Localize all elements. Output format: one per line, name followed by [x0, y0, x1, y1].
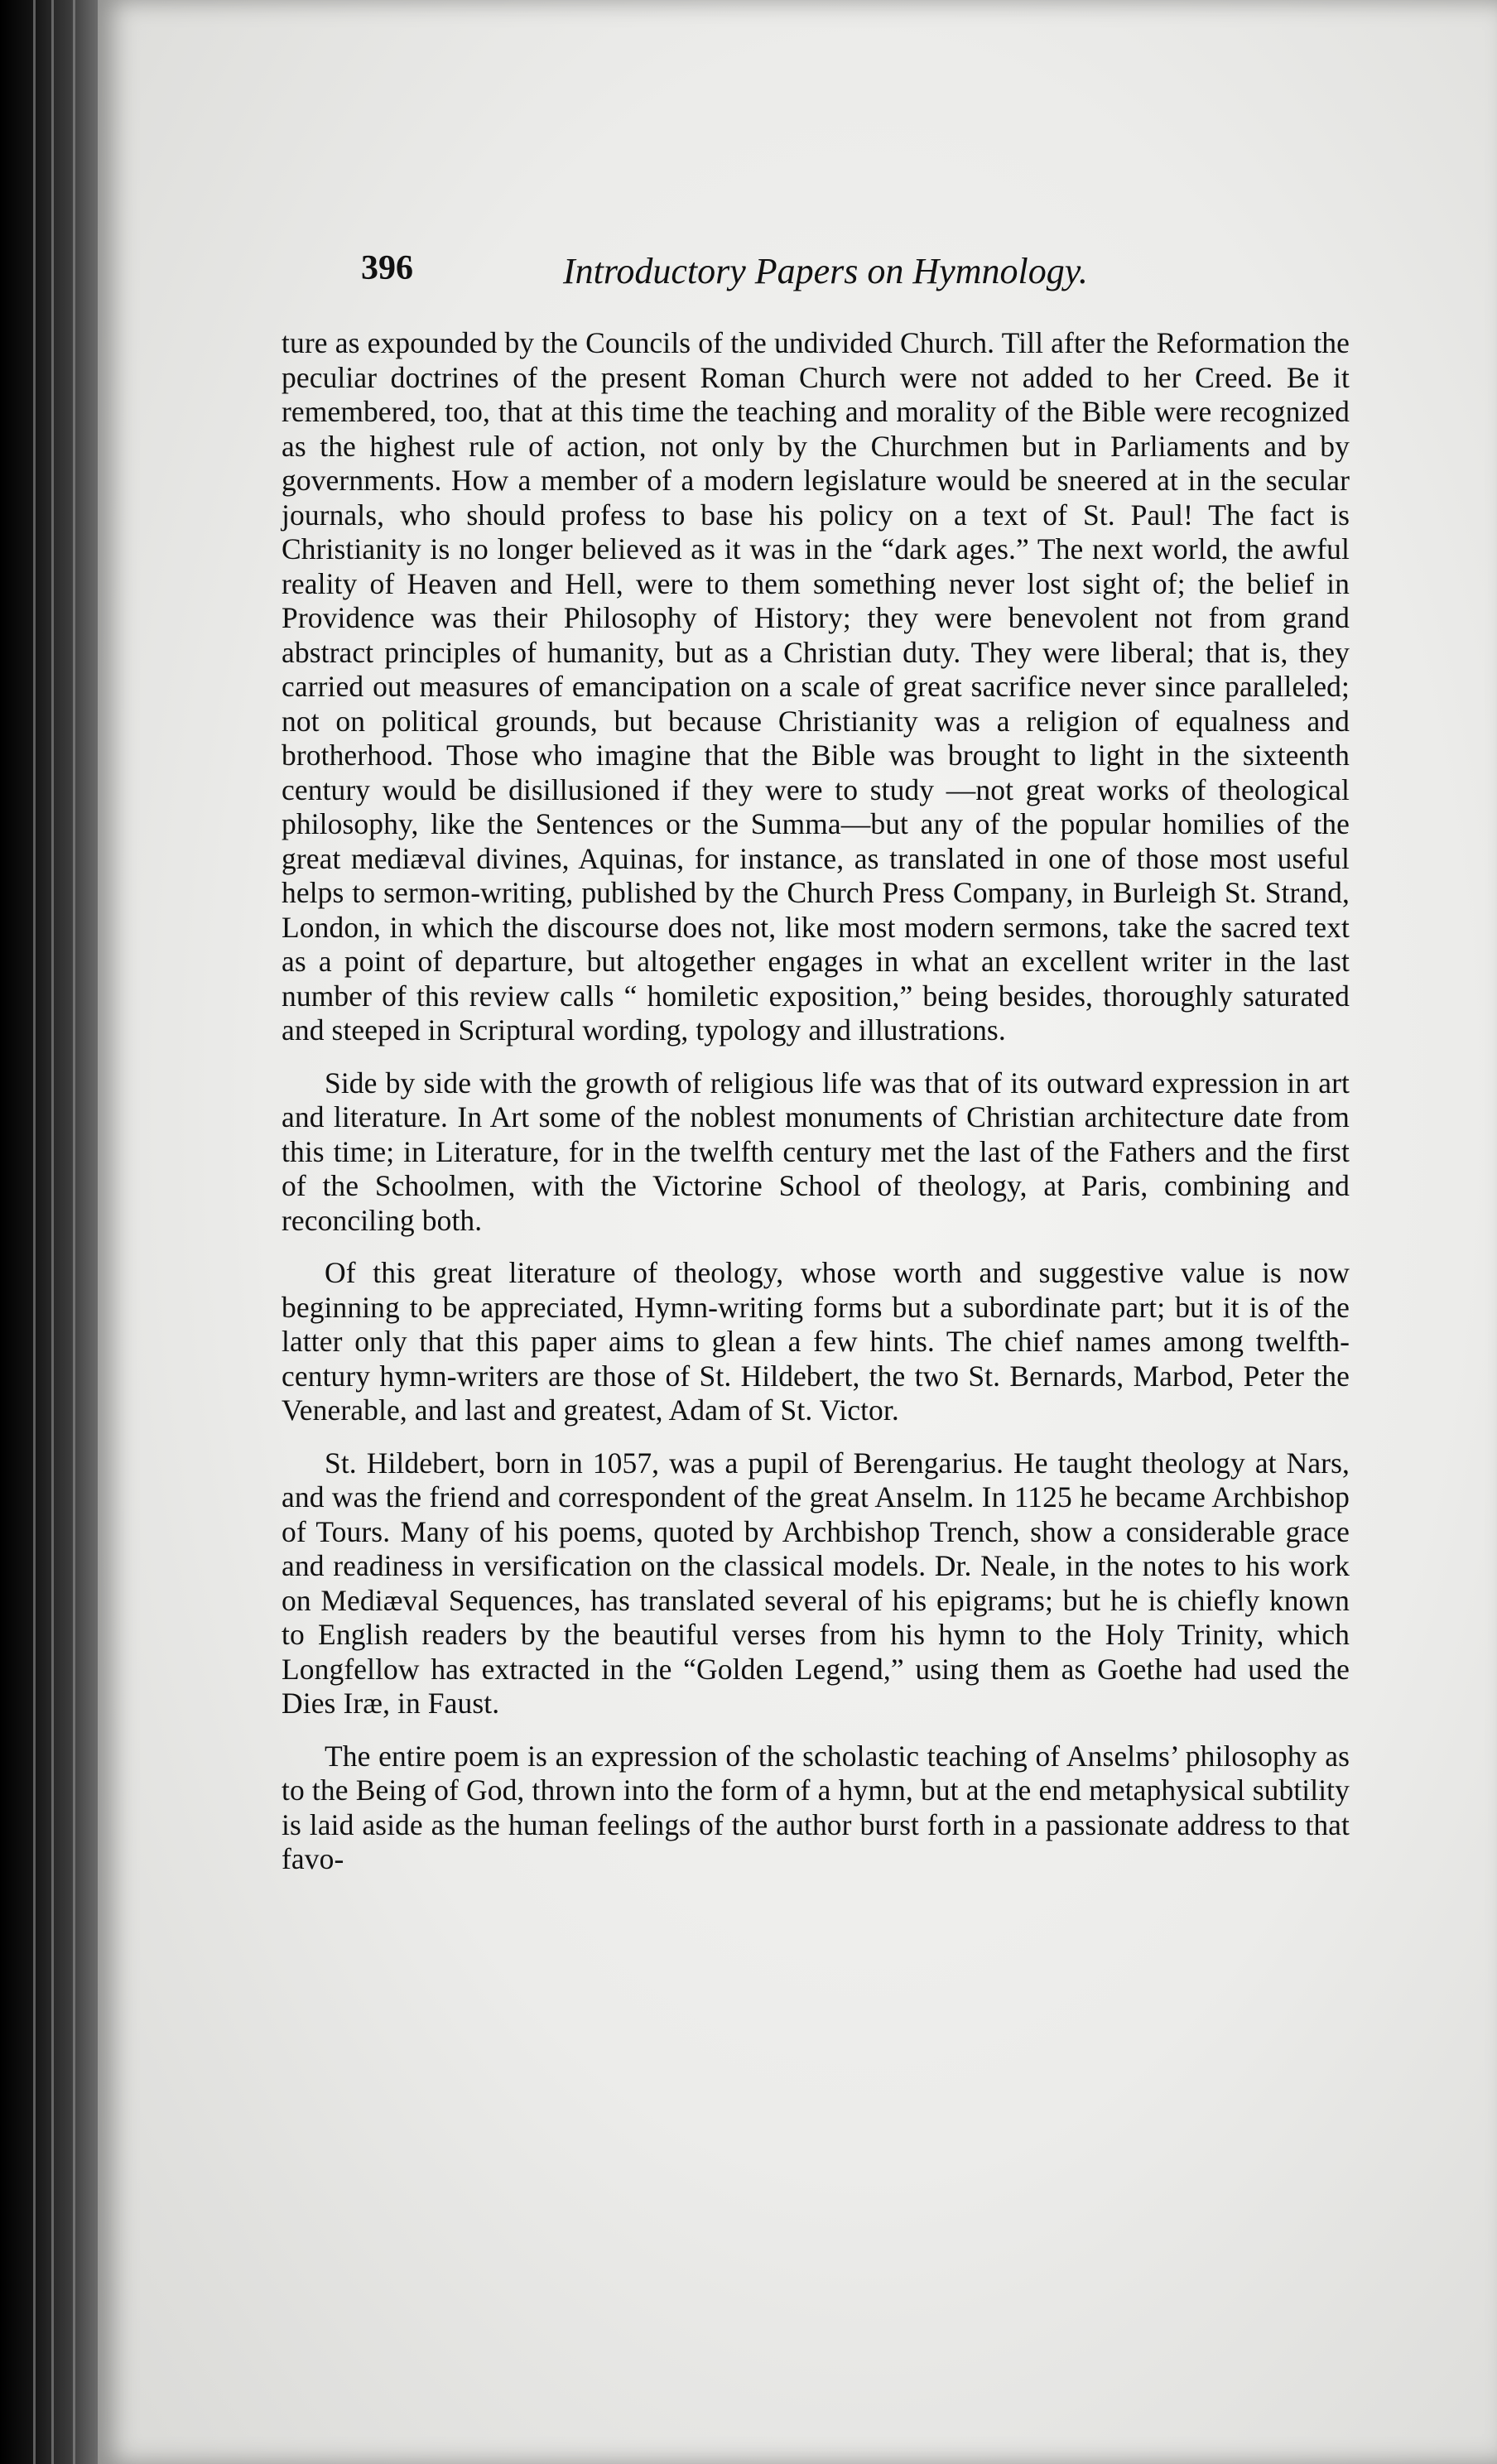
- gutter-line: [33, 0, 36, 2464]
- paragraph-4: St. Hildebert, born in 1057, was a pupil of Berengarius. He taught theology at Nars, and was the friend and correspondent of the great Anselm. In 1125 he became Archbishop of Tours. Many of his poems, quoted by Archbishop Trench, show a considerable grace and readiness in versification on the classical models. Dr. Neale, in the notes to his work on Mediæval Sequences, has translated several of his epigrams; but he is chiefly known to English readers by the beautiful verses from his hymn to the Holy Trinity, which Longfellow has extracted in the “Golden Legend,” using them as Goethe had used the Dies Iræ, in Faust.: [282, 1446, 1350, 1720]
- paragraph-5: The entire poem is an expression of the scholastic teaching of Anselms’ philosophy as to the Being of God, thrown into the form of a hymn, but at the end metaphysical subtility is laid aside as the human feelings of the author burst forth in a passionate address to that favo-: [282, 1739, 1350, 1875]
- page-number: 396: [361, 249, 413, 287]
- page-header: [282, 248, 1350, 315]
- paragraph-1: ture as expounded by the Councils of the undivided Church. Till after the Reformation the peculiar doctrines of the present Roman Church were not added to her Creed. Be it remembered, too, that at this time the teaching and morality of the Bible were recognized as the highest rule of action, not only by the Churchmen but in Parliaments and by governments. How a member of a modern legislature would be sneered at in the secular journals, who should profess to base his policy on a text of St. Paul! The fact is Christianity is no longer believed as it was in the “dark ages.” The next world, the awful reality of Heaven and Hell, were to them something never lost sight of; the belief in Providence was their Philosophy of History; they were benevolent not from grand abstract principles of humanity, but as a Christian duty. They were liberal; that is, they carried out measures of emancipation on a scale of great sacrifice never since paralleled; not on political grounds, but because Christianity was a religion of equalness and brotherhood. Those who imagine that the Bible was brought to light in the sixteenth century would be disillusioned if they were to study —not great works of theological philosophy, like the Sentences or the Summa—but any of the popular homilies of the great mediæval divines, Aquinas, for instance, as translated in one of those most useful helps to sermon-writing, published by the Church Press Company, in Burleigh St. Strand, London, in which the discourse does not, like most modern sermons, take the sacred text as a point of departure, but altogether engages in what an excellent writer in the last number of this review calls “ homiletic exposition,” being besides, thoroughly saturated and steeped in Scriptural wording, typology and illustrations.: [282, 326, 1350, 1047]
- paragraph-3: Of this great literature of theology, whose worth and suggestive value is now beginning to be appreciated, Hymn-writing forms but a subordinate part; but it is of the latter only that this paper aims to glean a few hints. The chief names among twelfth-century hymn-writers are those of St. Hildebert, the two St. Bernards, Marbod, Peter the Venerable, and last and greatest, Adam of St. Victor.: [282, 1256, 1350, 1427]
- book-gutter: [0, 0, 99, 2464]
- gutter-line: [73, 0, 75, 2464]
- paragraph-2: Side by side with the growth of religious life was that of its outward expression in art and literature. In Art some of the noblest monuments of Christian architecture date from this time; in Literature, for in the twelfth century met the last of the Fathers and the first of the Schoolmen, with the Victorine School of theology, at Paris, combining and reconciling both.: [282, 1066, 1350, 1237]
- page-content: [282, 248, 1350, 1895]
- running-title: Introductory Papers on Hymnology.: [563, 251, 1088, 291]
- gutter-line: [51, 0, 54, 2464]
